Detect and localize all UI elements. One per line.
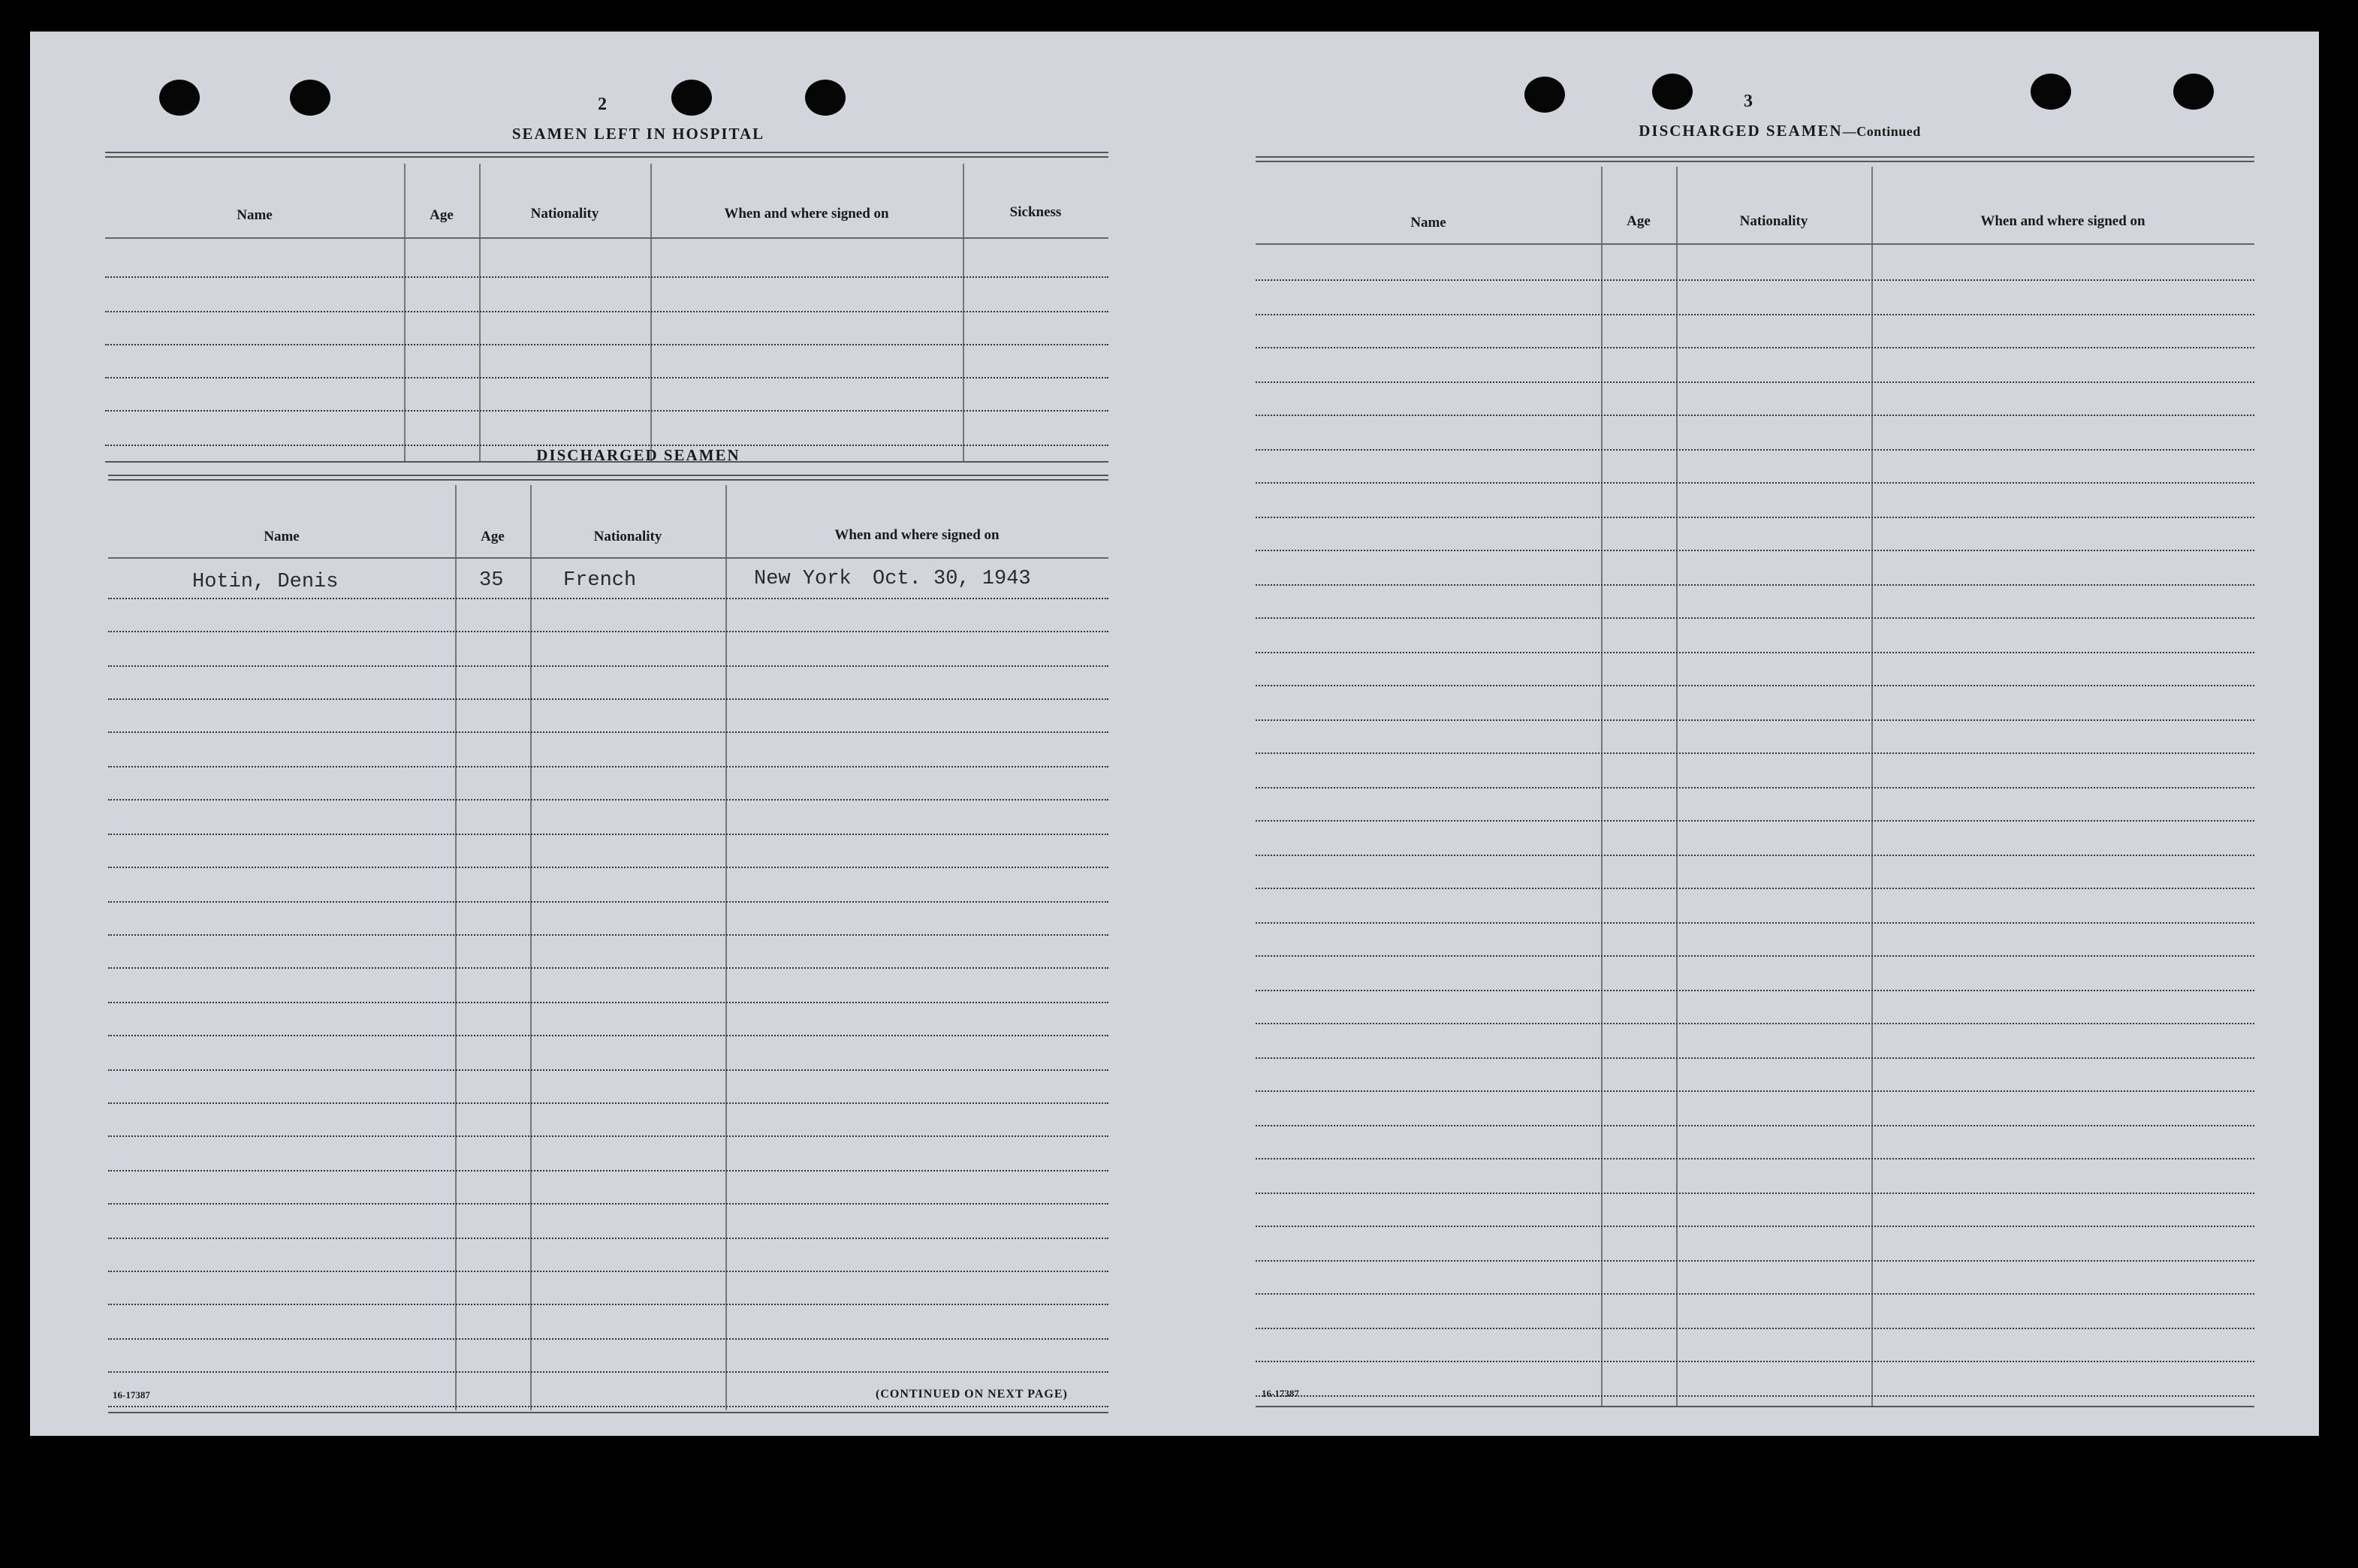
discharged-header-nationality: Nationality (593, 529, 662, 544)
form-number-left: 16-17387 (113, 1389, 150, 1401)
continued-section-title-text: DISCHARGED SEAMEN (1639, 122, 1843, 140)
hospital-header-age: Age (430, 207, 454, 223)
hospital-section-title: SEAMEN LEFT IN HOSPITAL (511, 125, 765, 143)
continued-header-signed-on: When and where signed on (1980, 213, 2145, 229)
discharged-section-title: DISCHARGED SEAMEN (536, 446, 740, 464)
discharged-header-name: Name (264, 529, 300, 544)
seaman-name: Hotin, Denis (192, 571, 339, 593)
hospital-header-sickness: Sickness (1009, 204, 1062, 220)
binder-hole-icon (2031, 74, 2071, 110)
discharged-bottom-rule (108, 1412, 1108, 1413)
document-sheet (30, 32, 2319, 1436)
continued-header-nationality: Nationality (1739, 213, 1808, 229)
binder-hole-icon (159, 80, 200, 116)
right-bottom-rule (1256, 1406, 2254, 1407)
seaman-signed-on-date: Oct. 30, 1943 (873, 568, 1031, 590)
discharged-table (108, 485, 1108, 1410)
binder-hole-icon (2173, 74, 2214, 110)
form-number-right: 16-17387 (1262, 1388, 1299, 1399)
hospital-table (105, 164, 1108, 461)
page-number-right: 3 (1744, 92, 1753, 111)
continued-section-title (1547, 122, 2013, 140)
right-top-rule (1256, 156, 2254, 162)
seaman-signed-on-place: New York (754, 568, 852, 590)
hospital-header-signed-on: When and where signed on (724, 206, 889, 222)
page-number-left: 2 (598, 95, 607, 114)
continued-section-title-suffix: —Continued (1842, 124, 1921, 139)
binder-hole-icon (1652, 74, 1693, 110)
continued-header-name: Name (1410, 215, 1446, 231)
binder-hole-icon (290, 80, 330, 116)
continued-header-age: Age (1627, 213, 1651, 229)
hospital-header-nationality: Nationality (530, 206, 599, 222)
seaman-nationality: French (563, 569, 637, 592)
discharged-header-age: Age (481, 529, 505, 544)
discharged-top-rule (108, 475, 1108, 481)
hospital-top-rule (105, 152, 1108, 158)
discharged-continued-table (1256, 167, 2254, 1406)
binder-hole-icon (671, 80, 712, 116)
binder-hole-icon (1524, 77, 1565, 113)
discharged-header-signed-on: When and where signed on (834, 527, 1000, 543)
binder-hole-icon (805, 80, 846, 116)
hospital-header-name: Name (237, 207, 273, 223)
seaman-age: 35 (479, 569, 504, 592)
continued-note: (CONTINUED ON NEXT PAGE) (876, 1388, 1068, 1401)
